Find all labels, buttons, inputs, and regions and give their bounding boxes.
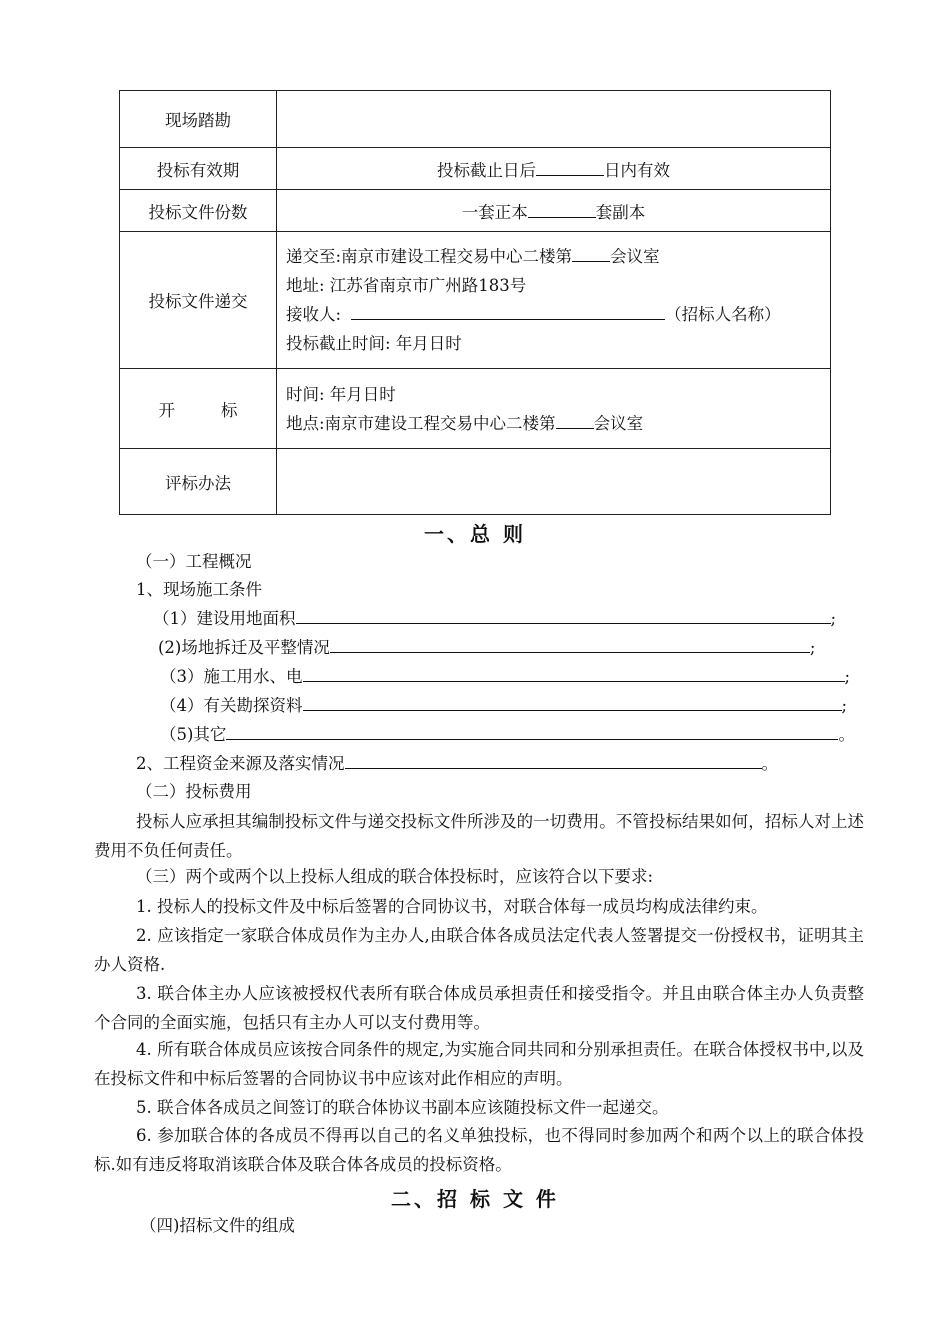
bid-info-table — [119, 90, 831, 515]
sub-bid-cost: （二）投标费用 — [136, 782, 252, 801]
validity-label: 投标有效期 — [120, 148, 277, 190]
submission-line1-after: 会议室 — [610, 247, 660, 266]
rule-2: 2. 应该指定一家联合体成员作为主办人,由联合体各成员法定代表人签署提交一份授权书，证明其主办人资格. — [94, 926, 864, 974]
sub-project-overview: （一）工程概况 — [136, 552, 252, 571]
validity-after: 日内有效 — [604, 160, 670, 180]
receiver-blank — [351, 305, 665, 320]
receiver-note: （招标人名称） — [665, 305, 781, 324]
copies-label: 投标文件份数 — [120, 190, 277, 232]
validity-blank — [536, 161, 604, 176]
opening-room-blank — [556, 414, 594, 429]
site-survey-value — [277, 91, 831, 148]
copies-value — [277, 190, 831, 232]
submission-address: 地址: 江苏省南京市广州路183号 — [286, 276, 527, 295]
sub-consortium: （三）两个或两个以上投标人组成的联合体投标时，应该符合以下要求: — [136, 867, 654, 886]
site-survey-label: 现场踏勘 — [120, 91, 277, 148]
row-opening — [120, 369, 831, 449]
opening-label-b: 标 — [221, 400, 238, 420]
opening-place: 地点:南京市建设工程交易中心二楼第 — [286, 413, 556, 433]
row-evaluation — [120, 449, 831, 515]
rule-5: 5. 联合体各成员之间签订的联合体协议书副本应该随投标文件一起递交。 — [136, 1098, 669, 1117]
row-copies — [120, 190, 831, 232]
para-bid-cost: 投标人应承担其编制投标文件与递交投标文件所涉及的一切费用。不管投标结果如何，招标人对上述费用不负任何责任。 — [94, 812, 864, 860]
evaluation-value — [277, 449, 831, 515]
section2-title: 二、招 标 文 件 — [391, 1187, 559, 1211]
submission-value — [277, 232, 831, 369]
cond-survey-data: （4）有关勘探资料 ; — [160, 696, 848, 715]
rule-4: 4. 所有联合体成员应该按合同条件的规定,为实施合同共同和分别承担责任。在联合体授权书中,以及在投标文件和中标后签署的合同协议书中应该对此作相应的声明。 — [94, 1040, 864, 1088]
rule-6: 6. 参加联合体的各成员不得再以自己的名义单独投标，也不得同时参加两个和两个以上的联合体投标.如有违反将取消该联合体及联合体各成员的投标资格。 — [94, 1126, 864, 1174]
cond-other: （5)其它 。 — [160, 725, 855, 744]
validity-before: 投标截止日后 — [437, 160, 536, 180]
cond-land-area: （1）建设用地面积 ; — [153, 609, 837, 628]
deadline-line: 投标截止时间: 年月日时 — [286, 334, 462, 353]
receiver-label: 接收人: — [286, 305, 342, 324]
copies-after: 套副本 — [595, 202, 646, 222]
opening-label-a: 开 — [158, 400, 175, 420]
submission-label: 投标文件递交 — [120, 232, 277, 369]
submission-line1: 递交至:南京市建设工程交易中心二楼第 — [286, 247, 573, 266]
rule-1: 1. 投标人的投标文件及中标后签署的合同协议书，对联合体每一成员均构成法律约束。 — [136, 897, 768, 916]
cond-demolition: (2)场地拆迁及平整情况 ; — [158, 638, 816, 657]
row-site-survey — [120, 91, 831, 148]
section1-title: 一、总 则 — [424, 522, 526, 546]
copies-before: 一套正本 — [461, 202, 528, 222]
evaluation-label: 评标办法 — [120, 449, 277, 515]
opening-label — [120, 369, 277, 449]
cond-water-power: （3）施工用水、电 ; — [160, 667, 851, 686]
opening-value — [277, 369, 831, 449]
item-site-conditions: 1、现场施工条件 — [136, 580, 262, 599]
validity-value — [277, 148, 831, 190]
opening-place-after: 会议室 — [593, 413, 644, 433]
row-validity — [120, 148, 831, 190]
room-blank — [572, 247, 610, 262]
copies-blank — [528, 203, 596, 218]
sub-doc-composition: （四)招标文件的组成 — [140, 1216, 295, 1235]
opening-time: 时间: 年月日时 — [286, 384, 396, 404]
rule-3: 3. 联合体主办人应该被授权代表所有联合体成员承担责任和接受指令。并且由联合体主办人负责整个合同的全面实施，包括只有主办人可以支付费用等。 — [94, 984, 864, 1032]
row-submission — [120, 232, 831, 369]
item-funding: 2、工程资金来源及落实情况 。 — [136, 754, 778, 773]
